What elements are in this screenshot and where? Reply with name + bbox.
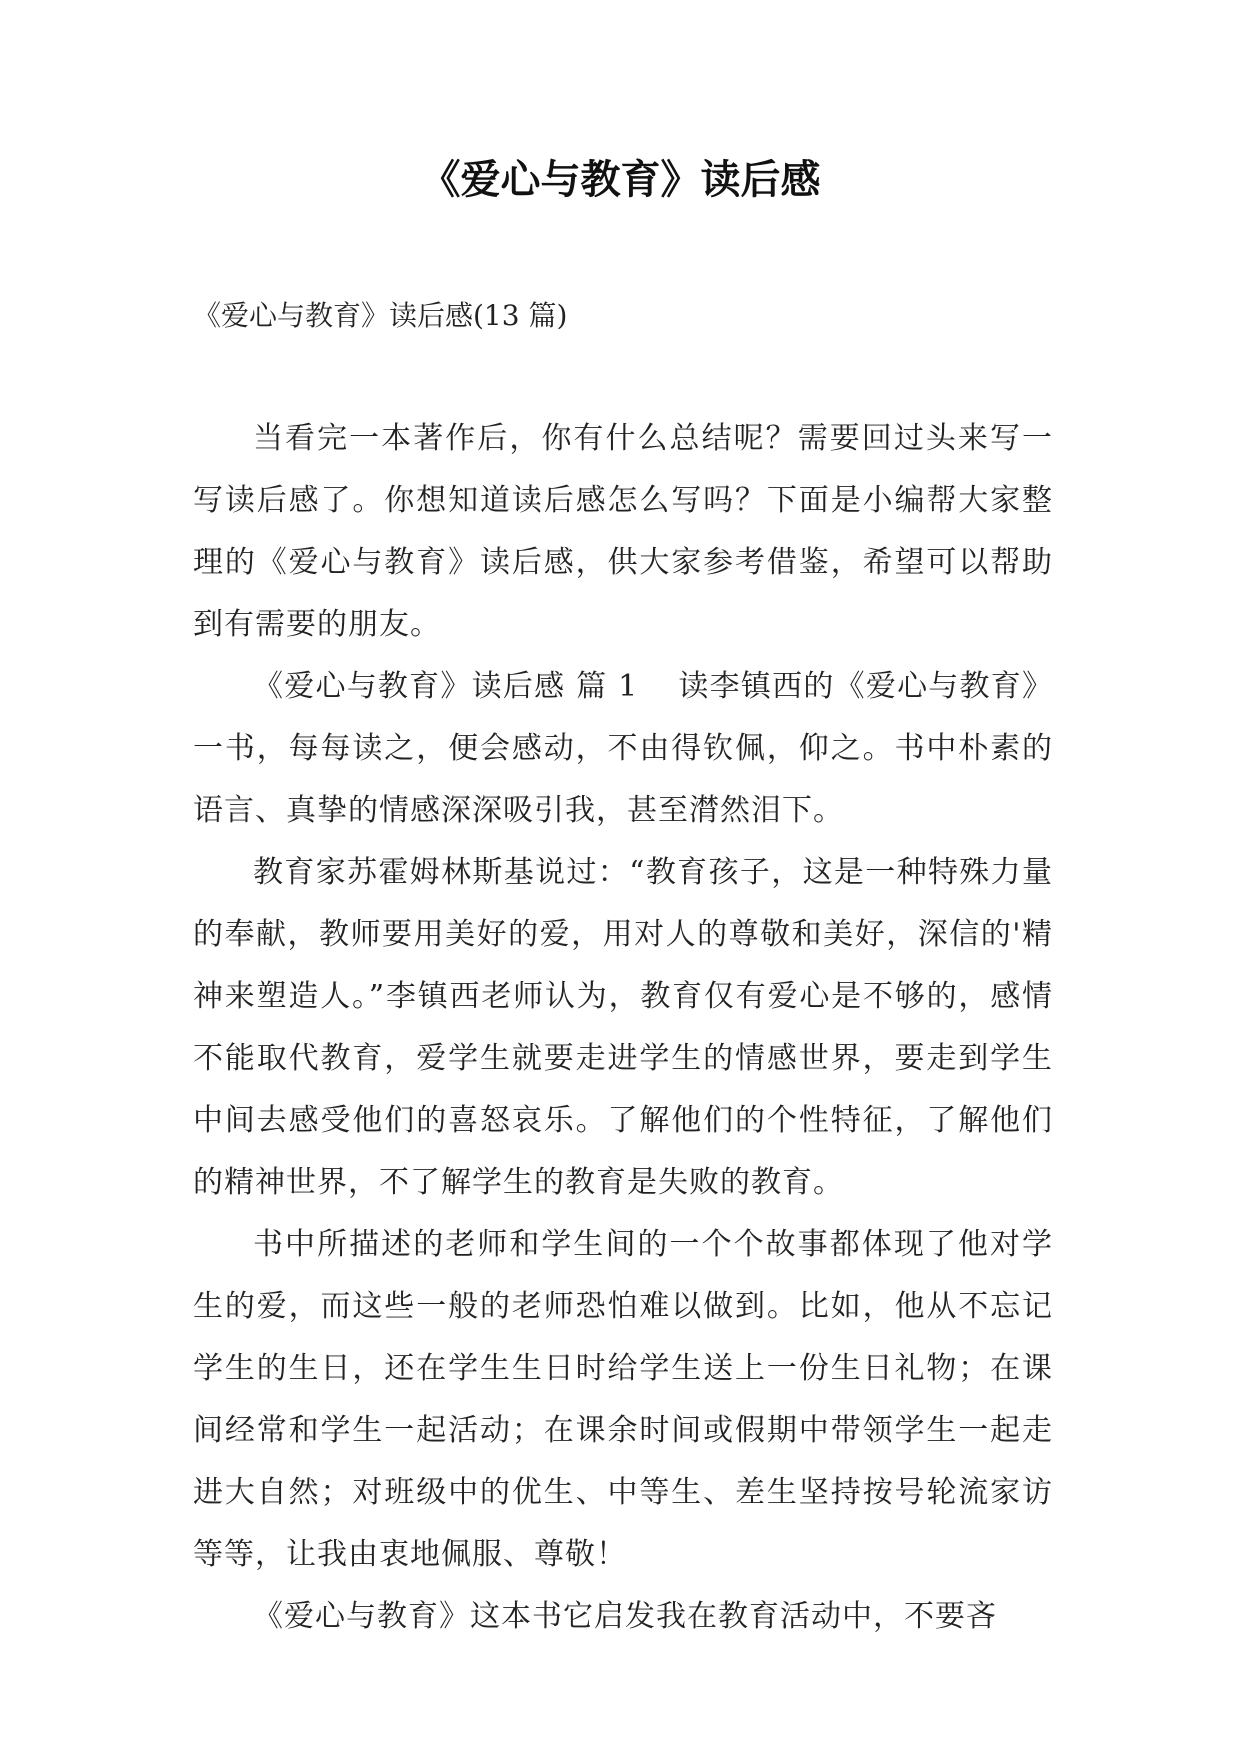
body-paragraph: 《爱心与教育》这本书它启发我在教育活动中，不要吝 (253, 1599, 997, 1634)
section-1-text: 读李镇西的《爱心与教育》一书，每每读之，便会感动，不由得钦佩，仰之。书中朴素的语言、真挚的情感深深吸引我，甚至潸然泪下。 (193, 669, 1054, 828)
body-paragraph: 教育家苏霍姆林斯基说过：“教育孩子，这是一种特殊力量的奉献，教师要用美好的爱，用对人的尊敬和美好，深信的'精神来塑造人。”李镇西老师认为，教育仅有爱心是不够的，感情不能取代教育，爱学生就要走进学生的情感世界，要走到学生中间去感受他们的喜怒哀乐。了解他们的个性特征，了解他们的精神世界，不了解学生的教育是失败的教育。 (193, 855, 1053, 1200)
intro-paragraph: 当看完一本著作后，你有什么总结呢？需要回过头来写一写读后感了。你想知道读后感怎么写吗？下面是小编帮大家整理的《爱心与教育》读后感，供大家参考借鉴，希望可以帮助到有需要的朋友。 (193, 421, 1053, 642)
document-body (193, 408, 1053, 1648)
section-paragraph-1 (193, 656, 1053, 842)
document-title: 《爱心与教育》读后感 (420, 157, 821, 203)
document-subtitle: 《爱心与教育》读后感(13 篇) (193, 299, 568, 332)
body-paragraph: 书中所描述的老师和学生间的一个个故事都体现了他对学生的爱，而这些一般的老师恐怕难以做到。比如，他从不忘记学生的生日，还在学生生日时给学生送上一份生日礼物；在课间经常和学生一起活动；在课余时间或假期中带领学生一起走进大自然；对班级中的优生、中等生、差生坚持按号轮流家访等等，让我由衷地佩服、尊敬！ (193, 1227, 1053, 1572)
section-heading-1: 《爱心与教育》读后感 篇 1 (253, 669, 639, 704)
